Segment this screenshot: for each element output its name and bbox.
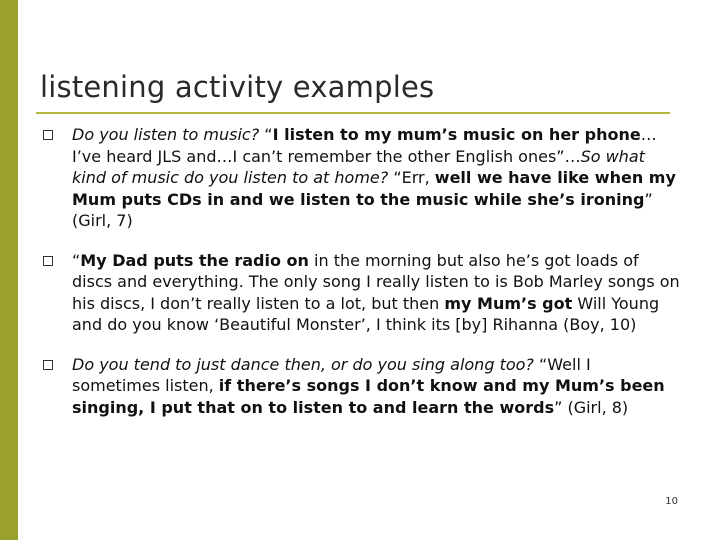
square-bullet-icon bbox=[43, 130, 53, 140]
bullet-item bbox=[40, 250, 680, 336]
quote-emphasis: My Dad puts the radio on bbox=[80, 250, 309, 270]
slide-accent-bar bbox=[0, 0, 18, 540]
bullet-list bbox=[40, 124, 680, 436]
bullet-item bbox=[40, 124, 680, 232]
quote-attribution: ” (Girl, 8) bbox=[554, 397, 629, 417]
slide-title: listening activity examples bbox=[40, 70, 435, 104]
interviewer-question: So what kind of music do you listen to at home? bbox=[72, 146, 645, 187]
quote-text: “Well I sometimes listen, bbox=[72, 354, 591, 395]
quote-emphasis: my Mum’s got bbox=[444, 293, 573, 313]
interviewer-question: Do you tend to just dance then, or do you sing along too? bbox=[72, 354, 534, 374]
title-underline bbox=[36, 112, 670, 114]
quote-attribution: ” (Girl, 7) bbox=[72, 189, 653, 230]
interviewer-question: Do you listen to music? bbox=[72, 125, 265, 144]
quote-text: “Err, bbox=[388, 168, 435, 187]
bullet-item bbox=[40, 354, 680, 419]
quote-emphasis: well we have like when my Mum puts CDs in and we listen to the music while she’s ironing bbox=[72, 168, 676, 209]
quote-text: “ bbox=[264, 125, 273, 144]
quote-text: …I’ve heard JLS and…I can’t remember the other English ones”… bbox=[72, 125, 657, 166]
page-number: 10 bbox=[665, 496, 678, 507]
square-bullet-icon bbox=[43, 360, 53, 370]
square-bullet-icon bbox=[43, 256, 53, 266]
quote-attribution: Will Young and do you know ‘Beautiful Monster’, I think its [by] Rihanna (Boy, 10) bbox=[72, 293, 660, 334]
quote-emphasis: I listen to my mum’s music on her phone bbox=[272, 125, 641, 144]
quote-text: in the morning but also he’s got loads of discs and everything. The only song I really listen to is Bob Marley songs on his discs, I don’t really listen to a lot, but then bbox=[72, 250, 680, 313]
quote-text: “ bbox=[72, 250, 81, 270]
quote-emphasis: if there’s songs I don’t know and my Mum’s been singing, I put that on to listen to and learn the words bbox=[72, 376, 665, 417]
